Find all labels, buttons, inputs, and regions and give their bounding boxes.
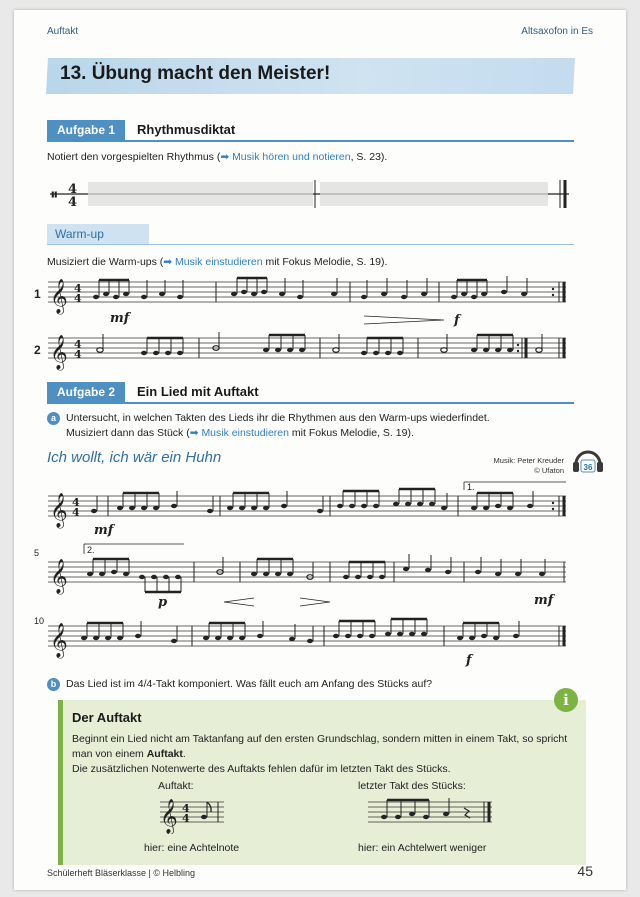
rhythm-dictation-staff (44, 176, 574, 212)
svg-text:4: 4 (74, 348, 82, 361)
infobox-body: Beginnt ein Lied nicht am Taktanfang auf den ersten Grundschlag, sondern mitten in einem Takt, so spricht man von einem Auftakt. Die zusätzlichen Notenwerte des Auftakts fehlen dafür im letzten Takt des Stücks. (72, 733, 568, 775)
warmup-rule (47, 244, 574, 245)
warmup-row2-number: 2 (34, 343, 41, 357)
task2-link[interactable]: Musik einstudieren (201, 427, 289, 439)
info-icon: i (554, 688, 578, 712)
measure-number-5: 5 (34, 548, 40, 558)
svg-text:4: 4 (182, 802, 190, 815)
auftakt-infobox (58, 700, 586, 865)
arrow-right-icon: ➡ (189, 427, 202, 439)
svg-text:𝄥: 𝄥 (52, 186, 57, 204)
warmup-staff-1 (34, 272, 574, 330)
task1-link[interactable]: Musik hören und notieren (232, 151, 351, 163)
svg-text:𝄞: 𝄞 (50, 493, 68, 528)
task2-tag: Aufgabe 2 (47, 382, 125, 402)
time-sig-bottom: 4 (68, 195, 78, 210)
volta-2: 2. (87, 545, 95, 555)
warmup-dynamic-f: f (454, 313, 460, 328)
svg-text:𝄞: 𝄞 (50, 623, 68, 658)
svg-text:4: 4 (72, 506, 80, 519)
song-staff-3 (34, 612, 574, 672)
headphones-icon[interactable] (571, 444, 605, 478)
svg-text:4: 4 (74, 292, 82, 305)
song-title: Ich wollt, ich wär ein Huhn (47, 449, 222, 466)
warmup-staff-2 (34, 328, 574, 372)
label-auftakt: Auftakt: (158, 780, 194, 792)
warmup-label: Warm-up (47, 224, 149, 244)
caption-last-bar: hier: ein Achtelwert weniger (358, 842, 487, 854)
page-number: 45 (577, 863, 593, 879)
infobox-accent (58, 700, 63, 865)
task1-instruction: Notiert den vorgespielten Rhythmus (➡ Musik hören und notieren, S. 23). (47, 151, 388, 163)
warmup-row1-number: 1 (34, 287, 41, 301)
bullet-b: b (47, 678, 60, 691)
instrument-header: Altsaxofon in Es (521, 26, 593, 37)
warmup-link[interactable]: Musik einstudieren (175, 256, 263, 268)
song-staff-1 (34, 474, 574, 538)
credit-copyright: © Ufaton (534, 466, 564, 475)
label-last-bar: letzter Takt des Stücks: (358, 780, 466, 792)
chapter-header: Auftakt (47, 26, 79, 37)
task1-heading (47, 120, 235, 140)
song-dynamic-mf-1: mf (94, 523, 114, 538)
arrow-right-icon: ➡ (220, 151, 233, 163)
last-bar-example-staff (366, 792, 496, 834)
task2-a-line2: Musiziert dann das Stück (➡ Musik einstudieren mit Fokus Melodie, S. 19). (66, 427, 414, 439)
volta-1: 1. (467, 482, 475, 492)
page-title: 13. Übung macht den Meister! (60, 63, 331, 84)
warmup-dynamic-mf: mf (110, 311, 130, 326)
credit-music: Musik: Peter Kreuder (493, 456, 564, 465)
svg-text:4: 4 (72, 496, 80, 509)
svg-text:𝄞: 𝄞 (50, 559, 68, 594)
track-number: 36 (583, 463, 593, 472)
svg-text:𝄞: 𝄞 (50, 279, 68, 314)
song-dynamic-p: p (158, 595, 168, 610)
time-sig-top: 4 (68, 182, 78, 197)
task1-rule (47, 140, 574, 142)
task1-tag: Aufgabe 1 (47, 120, 125, 140)
arrow-right-icon: ➡ (163, 256, 176, 268)
song-credits (486, 456, 564, 476)
workbook-page (14, 10, 626, 890)
svg-text:4: 4 (182, 812, 190, 825)
song-dynamic-mf-2: mf (534, 593, 554, 608)
task2-rule (47, 402, 574, 404)
svg-text:4: 4 (74, 282, 82, 295)
task2-heading (47, 382, 259, 402)
footer-publisher: Schülerheft Bläserklasse | © Helbling (47, 868, 196, 878)
task2-a-line1: a Untersucht, in welchen Takten des Lieds ihr die Rhythmen aus den Warm-ups wiederfindet. (47, 412, 490, 425)
infobox-heading: Der Auftakt (72, 710, 142, 725)
task1-name: Rhythmusdiktat (137, 122, 236, 137)
measure-number-10: 10 (34, 616, 45, 626)
warmup-instruction: Musiziert die Warm-ups (➡ Musik einstudieren mit Fokus Melodie, S. 19). (47, 256, 388, 268)
caption-auftakt: hier: eine Achtelnote (144, 842, 240, 854)
task2-name: Ein Lied mit Auftakt (137, 384, 259, 399)
song-staff-2 (34, 542, 574, 610)
svg-text:4: 4 (74, 338, 82, 351)
song-dynamic-f: f (466, 653, 472, 668)
auftakt-example-staff (158, 792, 228, 834)
svg-text:𝄞: 𝄞 (50, 335, 68, 370)
task2-b-text: b Das Lied ist im 4/4-Takt komponiert. Was fällt euch am Anfang des Stücks auf? (47, 678, 432, 691)
bullet-a: a (47, 412, 60, 425)
svg-text:𝄞: 𝄞 (160, 799, 178, 834)
